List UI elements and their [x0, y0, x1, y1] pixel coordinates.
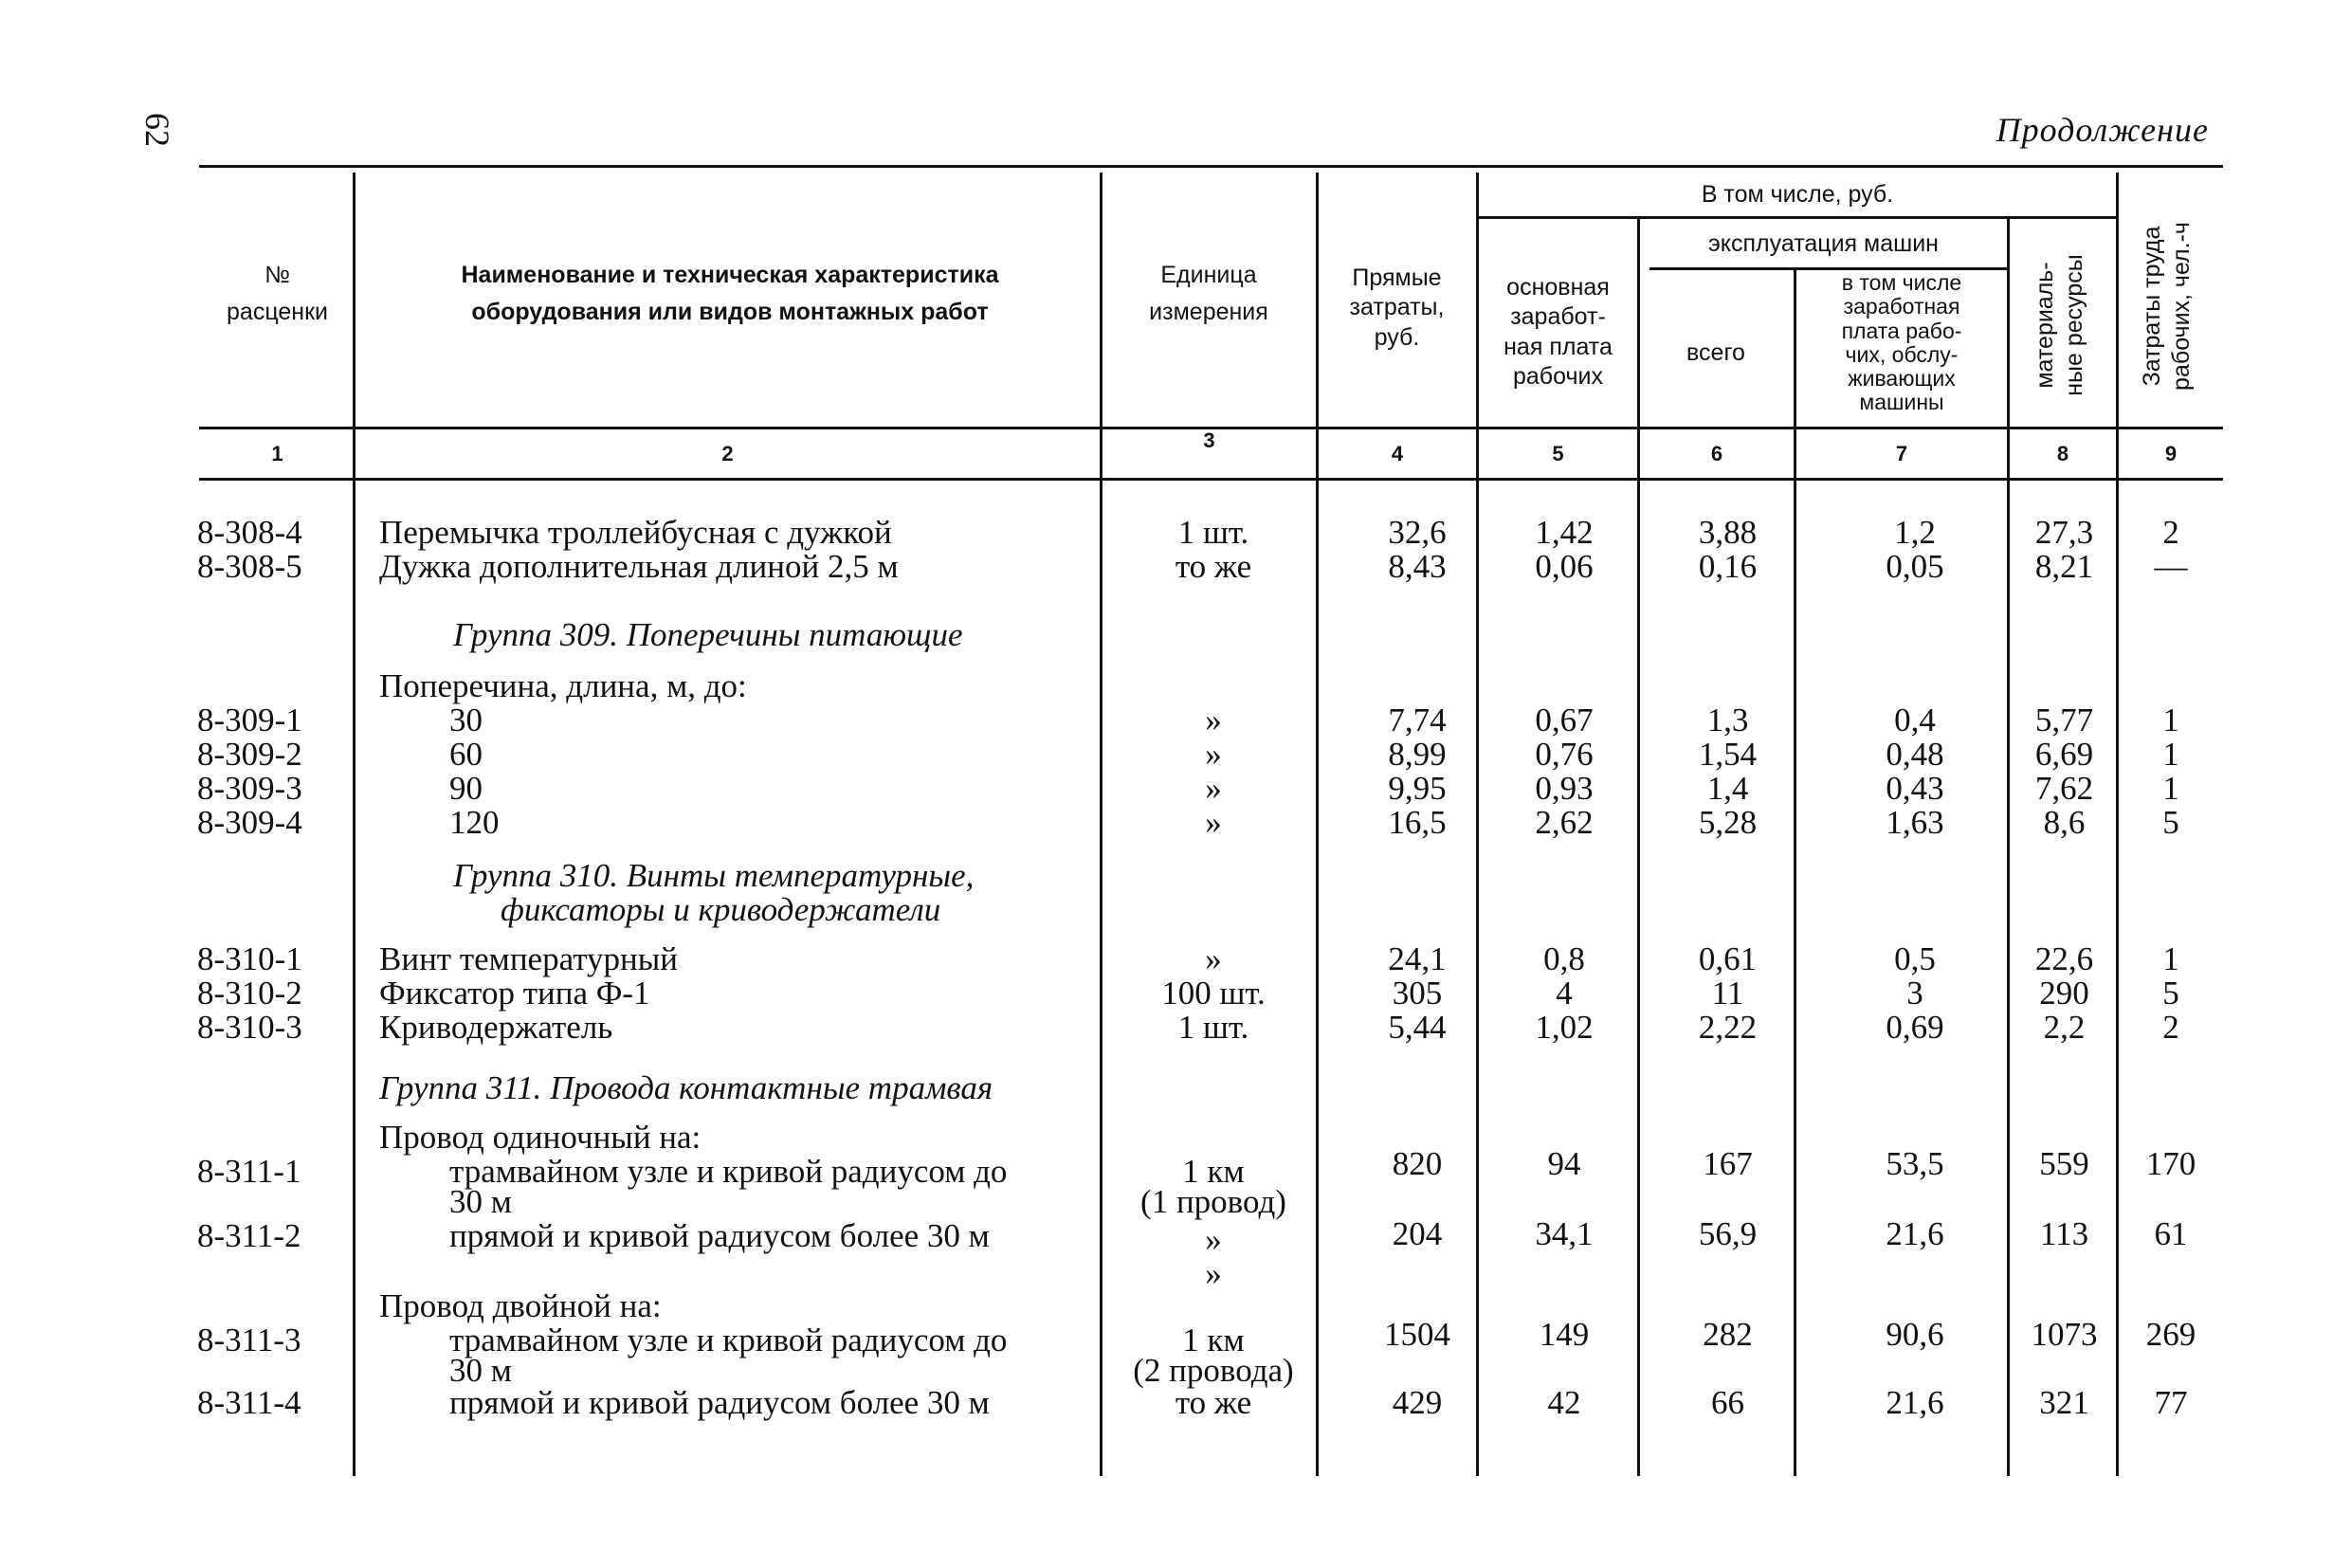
table-top-rule	[199, 165, 2223, 168]
header-machines: эксплуатация машин	[1708, 230, 1939, 257]
header-col3: Единица измерения	[1149, 262, 1268, 326]
header-col7: в том числе заработная плата рабо- чих, обслу- живающих машины	[1841, 270, 1962, 415]
header-col8: материаль- ные ресурсы	[2032, 254, 2088, 396]
page-number: 62	[138, 113, 176, 147]
header-incl: В том числе, руб.	[1701, 181, 1894, 208]
header-col2: Наименование и техническая характеристика оборудования или видов монтажных работ	[461, 262, 999, 326]
col-divider-1	[353, 173, 355, 1476]
numbers-bottom-rule	[199, 478, 2223, 481]
group-311-double-intro: Провод двойной на:	[379, 1287, 662, 1324]
continuation-label: Продолжение	[1996, 111, 2209, 149]
header-col1: № расценки	[227, 262, 328, 326]
group-310-title-line2: фиксаторы и криводержатели	[501, 891, 941, 928]
col-number-7: 7	[1895, 442, 1908, 465]
col-divider-7	[2007, 218, 2010, 1476]
group-309-title: Группа 309. Поперечины питающие	[453, 616, 963, 653]
header-col5: основная заработ- ная плата рабочих	[1504, 274, 1613, 390]
col-number-5: 5	[1552, 442, 1564, 465]
incl-rule	[1479, 216, 2119, 219]
col-number-1: 1	[271, 442, 283, 465]
col-divider-5	[1637, 218, 1640, 1476]
header-col9: Затраты труда рабочих, чел.-ч	[2139, 222, 2196, 391]
header-col4: Прямые затраты, руб.	[1349, 264, 1445, 351]
col-number-9: 9	[2164, 442, 2178, 465]
group-311-title: Группа 311. Провода контактные трамвая	[379, 1069, 993, 1106]
col-number-3: 3	[1203, 428, 1215, 452]
group-311-single-intro: Провод одиночный на:	[379, 1119, 702, 1156]
col-number-8: 8	[2056, 442, 2069, 465]
col-number-2: 2	[721, 442, 734, 465]
group-309-intro: Поперечина, длина, м, до:	[379, 667, 747, 704]
col-number-6: 6	[1710, 442, 1723, 465]
header-col6: всего	[1686, 339, 1745, 366]
col-number-4: 4	[1391, 442, 1404, 465]
group-310-title: Группа 310. Винты температурные,	[453, 857, 975, 894]
